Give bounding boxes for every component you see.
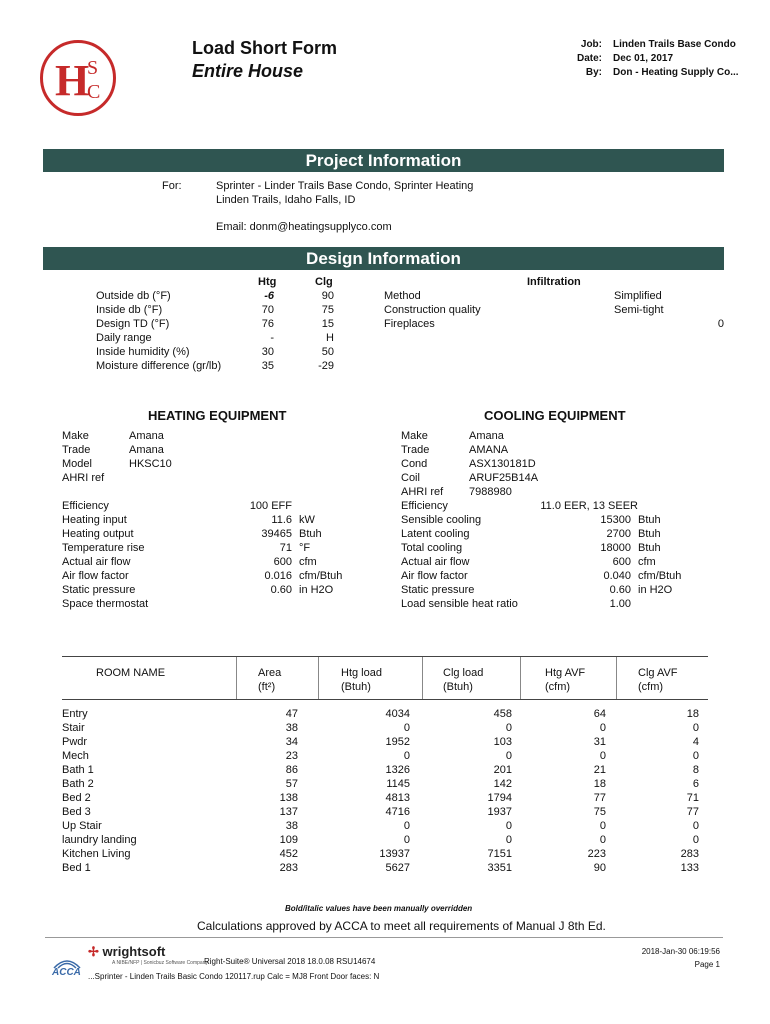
heating-perf-label: Air flow factor bbox=[62, 570, 129, 582]
heating-equipment-title: HEATING EQUIPMENT bbox=[148, 408, 287, 423]
room-value-cell: 109 bbox=[279, 834, 298, 846]
form-title: Load Short Form bbox=[192, 38, 337, 58]
room-value-cell: 0 bbox=[403, 722, 410, 734]
room-value-cell: 1952 bbox=[385, 736, 410, 748]
room-value-cell: 1794 bbox=[487, 792, 512, 804]
room-value-cell: 458 bbox=[493, 708, 512, 720]
room-value-cell: 23 bbox=[285, 750, 298, 762]
room-value-cell: 18 bbox=[686, 708, 699, 720]
room-table-header-unit: (cfm) bbox=[545, 681, 571, 693]
heating-info-label: Model bbox=[62, 458, 92, 470]
room-value-cell: 4813 bbox=[385, 792, 410, 804]
cooling-efficiency-value: 11.0 EER, 13 SEER bbox=[540, 500, 638, 512]
cooling-perf-unit: in H2O bbox=[638, 584, 673, 596]
room-value-cell: 0 bbox=[505, 820, 512, 832]
room-value-cell: 34 bbox=[285, 736, 298, 748]
design-row-label: Moisture difference (gr/lb) bbox=[96, 360, 222, 372]
cooling-perf-value: 2700 bbox=[606, 528, 631, 540]
heating-perf-label: Temperature rise bbox=[62, 542, 145, 554]
room-name-cell: Entry bbox=[62, 708, 88, 720]
design-row-htg: 35 bbox=[261, 360, 274, 372]
heating-perf-unit: °F bbox=[299, 542, 311, 554]
heating-perf-value: 0.016 bbox=[264, 570, 292, 582]
room-value-cell: 201 bbox=[493, 764, 512, 776]
design-row-label: Outside db (°F) bbox=[96, 290, 171, 302]
heating-perf-value: 600 bbox=[273, 556, 292, 568]
heating-perf-unit: cfm/Btuh bbox=[299, 570, 343, 582]
cooling-perf-unit: Btuh bbox=[638, 542, 661, 554]
cooling-perf-label: Static pressure bbox=[401, 584, 475, 596]
room-value-cell: 77 bbox=[686, 806, 699, 818]
room-name-cell: Bed 1 bbox=[62, 862, 91, 874]
job-label: Job: bbox=[580, 39, 602, 50]
cooling-perf-value: 600 bbox=[612, 556, 631, 568]
design-row-htg: - bbox=[270, 332, 274, 344]
design-row-label: Design TD (°F) bbox=[96, 318, 170, 330]
cooling-perf-value: 15300 bbox=[600, 514, 631, 526]
cooling-perf-value: 18000 bbox=[600, 542, 631, 554]
form-subtitle: Entire House bbox=[192, 61, 304, 81]
for-label: For: bbox=[162, 180, 182, 192]
cooling-info-label: AHRI ref bbox=[401, 486, 444, 498]
design-row-htg: 70 bbox=[261, 304, 274, 316]
design-row-label: Daily range bbox=[96, 332, 152, 344]
room-table-header-unit: (ft²) bbox=[258, 681, 276, 693]
cooling-perf-label: Air flow factor bbox=[401, 570, 468, 582]
room-value-cell: 77 bbox=[593, 792, 606, 804]
room-table-header: Htg load bbox=[341, 667, 382, 679]
infiltration-value: Simplified bbox=[614, 290, 662, 302]
room-name-cell: Up Stair bbox=[62, 820, 102, 832]
room-name-cell: Bath 2 bbox=[62, 778, 94, 790]
by-value: Don - Heating Supply Co... bbox=[613, 67, 739, 78]
col-divider bbox=[422, 657, 423, 699]
cooling-perf-label: Sensible cooling bbox=[401, 514, 482, 526]
room-table-header: Area bbox=[258, 667, 282, 679]
room-value-cell: 0 bbox=[692, 722, 699, 734]
room-value-cell: 57 bbox=[285, 778, 298, 790]
cooling-perf-unit: Btuh bbox=[638, 514, 661, 526]
room-table-header: Clg AVF bbox=[638, 667, 678, 679]
room-name-cell: Stair bbox=[62, 722, 85, 734]
logo-letter-c: C bbox=[87, 81, 101, 103]
footer-rule bbox=[45, 937, 723, 938]
room-value-cell: 0 bbox=[692, 820, 699, 832]
design-row-label: Inside humidity (%) bbox=[96, 346, 190, 358]
room-table-header-rule bbox=[62, 699, 708, 700]
heating-perf-value: 39465 bbox=[261, 528, 292, 540]
room-table-header-unit: (Btuh) bbox=[443, 681, 473, 693]
room-value-cell: 6 bbox=[692, 778, 699, 790]
room-value-cell: 71 bbox=[686, 792, 699, 804]
room-value-cell: 18 bbox=[593, 778, 606, 790]
room-value-cell: 283 bbox=[279, 862, 298, 874]
room-value-cell: 133 bbox=[680, 862, 699, 874]
room-value-cell: 142 bbox=[493, 778, 512, 790]
heating-perf-label: Actual air flow bbox=[62, 556, 131, 568]
room-value-cell: 0 bbox=[599, 750, 606, 762]
room-name-cell: Pwdr bbox=[62, 736, 88, 748]
room-value-cell: 0 bbox=[599, 820, 606, 832]
cooling-info-label: Make bbox=[401, 430, 428, 442]
cooling-perf-label: Load sensible heat ratio bbox=[401, 598, 518, 610]
room-value-cell: 4034 bbox=[385, 708, 410, 720]
heating-perf-label: Space thermostat bbox=[62, 598, 149, 610]
logo-letter-h: H bbox=[55, 56, 90, 105]
col-divider bbox=[236, 657, 237, 699]
wrightsoft-mark-icon: ✢ bbox=[88, 944, 99, 959]
project-line-2: Linden Trails, Idaho Falls, ID bbox=[216, 194, 356, 206]
cooling-info-label: Trade bbox=[401, 444, 430, 456]
clg-header: Clg bbox=[315, 276, 333, 288]
room-value-cell: 0 bbox=[505, 834, 512, 846]
room-name-cell: Bath 1 bbox=[62, 764, 94, 776]
infiltration-value: Semi-tight bbox=[614, 304, 664, 316]
room-value-cell: 0 bbox=[403, 750, 410, 762]
cooling-info-value: AMANA bbox=[469, 444, 509, 456]
room-value-cell: 452 bbox=[279, 848, 298, 860]
heating-perf-value: 100 EFF bbox=[249, 500, 292, 512]
wrightsoft-sub: A NIBE/NFP | Sonicbuz Software Company bbox=[112, 960, 208, 966]
room-value-cell: 38 bbox=[285, 820, 298, 832]
cooling-perf-unit: cfm/Btuh bbox=[638, 570, 682, 582]
room-value-cell: 13937 bbox=[379, 848, 410, 860]
design-row-clg: 15 bbox=[321, 318, 334, 330]
heating-perf-unit: in H2O bbox=[299, 584, 334, 596]
room-table-top-rule bbox=[62, 656, 708, 657]
room-value-cell: 8 bbox=[692, 764, 699, 776]
room-value-cell: 38 bbox=[285, 722, 298, 734]
cooling-perf-label: Latent cooling bbox=[401, 528, 470, 540]
timestamp: 2018-Jan-30 06:19:56 bbox=[641, 947, 720, 956]
room-value-cell: 0 bbox=[599, 834, 606, 846]
design-row-clg: 50 bbox=[321, 346, 334, 358]
col-divider bbox=[318, 657, 319, 699]
date-value: Dec 01, 2017 bbox=[613, 53, 674, 64]
col-divider bbox=[520, 657, 521, 699]
heating-info-label: Make bbox=[62, 430, 89, 442]
heating-perf-unit: kW bbox=[299, 514, 315, 526]
heating-perf-label: Static pressure bbox=[62, 584, 136, 596]
infiltration-label: Fireplaces bbox=[384, 318, 435, 330]
design-row-label: Inside db (°F) bbox=[96, 304, 163, 316]
heating-perf-value: 71 bbox=[279, 542, 292, 554]
heating-info-label: Trade bbox=[62, 444, 91, 456]
heating-perf-value: 0.60 bbox=[270, 584, 292, 596]
room-value-cell: 64 bbox=[593, 708, 606, 720]
cooling-info-value: 7988980 bbox=[469, 486, 512, 498]
room-name-cell: Bed 2 bbox=[62, 792, 91, 804]
room-value-cell: 1326 bbox=[385, 764, 410, 776]
heating-info-value: HKSC10 bbox=[129, 458, 172, 470]
infiltration-label: Method bbox=[384, 290, 421, 302]
cooling-efficiency-label: Efficiency bbox=[401, 500, 448, 512]
cooling-info-value: ARUF25B14A bbox=[469, 472, 539, 484]
design-row-clg: 75 bbox=[321, 304, 334, 316]
date-label: Date: bbox=[576, 53, 602, 64]
htg-header: Htg bbox=[258, 276, 277, 288]
software-version: Right-Suite® Universal 2018 18.0.08 RSU14674 bbox=[204, 957, 376, 966]
hsc-logo bbox=[40, 40, 116, 116]
cooling-perf-value: 0.60 bbox=[609, 584, 631, 596]
room-value-cell: 223 bbox=[587, 848, 606, 860]
room-value-cell: 47 bbox=[285, 708, 298, 720]
room-name-cell: Bed 3 bbox=[62, 806, 91, 818]
cooling-perf-label: Actual air flow bbox=[401, 556, 470, 568]
cooling-info-value: ASX130181D bbox=[469, 458, 536, 470]
col-divider bbox=[616, 657, 617, 699]
room-table-header: Clg load bbox=[443, 667, 484, 679]
room-value-cell: 4716 bbox=[385, 806, 410, 818]
cooling-info-label: Cond bbox=[401, 458, 428, 470]
room-value-cell: 0 bbox=[403, 834, 410, 846]
heating-perf-unit: Btuh bbox=[299, 528, 322, 540]
heating-perf-value: 11.6 bbox=[271, 514, 292, 526]
room-value-cell: 103 bbox=[493, 736, 512, 748]
design-row-htg: 30 bbox=[261, 346, 274, 358]
room-value-cell: 5627 bbox=[385, 862, 410, 874]
design-row-htg: -6 bbox=[264, 290, 274, 302]
room-name-cell: laundry landing bbox=[62, 834, 137, 846]
room-table-header-unit: (Btuh) bbox=[341, 681, 371, 693]
wrightsoft-brand: wrightsoft bbox=[102, 944, 166, 959]
override-note: Bold/italic values have been manually overridden bbox=[285, 904, 473, 913]
project-information-band: Project Information bbox=[43, 149, 724, 172]
room-value-cell: 4 bbox=[692, 736, 699, 748]
room-value-cell: 3351 bbox=[487, 862, 512, 874]
design-row-clg: -29 bbox=[318, 360, 334, 372]
heating-perf-label: Efficiency bbox=[62, 500, 109, 512]
heating-info-label: AHRI ref bbox=[62, 472, 105, 484]
acca-statement: Calculations approved by ACCA to meet all requirements of Manual J 8th Ed. bbox=[197, 919, 606, 933]
heating-info-value: Amana bbox=[129, 430, 164, 442]
room-value-cell: 0 bbox=[692, 750, 699, 762]
room-value-cell: 0 bbox=[403, 820, 410, 832]
room-value-cell: 21 bbox=[593, 764, 606, 776]
room-value-cell: 137 bbox=[279, 806, 298, 818]
cooling-perf-unit: cfm bbox=[638, 556, 656, 568]
room-value-cell: 31 bbox=[593, 736, 606, 748]
room-value-cell: 0 bbox=[505, 750, 512, 762]
heating-perf-unit: cfm bbox=[299, 556, 317, 568]
room-value-cell: 0 bbox=[599, 722, 606, 734]
room-table-header-unit: (cfm) bbox=[638, 681, 664, 693]
cooling-perf-value: 0.040 bbox=[603, 570, 631, 582]
room-name-cell: Kitchen Living bbox=[62, 848, 131, 860]
project-line-1: Sprinter - Linder Trails Base Condo, Sprinter Heating bbox=[216, 180, 474, 192]
room-value-cell: 0 bbox=[692, 834, 699, 846]
cooling-perf-label: Total cooling bbox=[401, 542, 463, 554]
room-name-cell: Mech bbox=[62, 750, 89, 762]
infiltration-label: Construction quality bbox=[384, 304, 481, 316]
room-value-cell: 1937 bbox=[487, 806, 512, 818]
room-value-cell: 138 bbox=[279, 792, 298, 804]
cooling-perf-value: 1.00 bbox=[609, 598, 631, 610]
page-number: Page 1 bbox=[694, 960, 720, 969]
heating-info-value: Amana bbox=[129, 444, 164, 456]
infiltration-header: Infiltration bbox=[527, 276, 581, 288]
cooling-info-label: Coil bbox=[401, 472, 420, 484]
wrightsoft-logo bbox=[88, 944, 165, 960]
infiltration-value: 0 bbox=[717, 318, 724, 330]
design-information-band: Design Information bbox=[43, 247, 724, 270]
cooling-info-value: Amana bbox=[469, 430, 504, 442]
room-value-cell: 86 bbox=[285, 764, 298, 776]
room-table-header: Htg AVF bbox=[545, 667, 586, 679]
room-value-cell: 1145 bbox=[386, 778, 410, 790]
heating-perf-label: Heating output bbox=[62, 528, 134, 540]
heating-perf-label: Heating input bbox=[62, 514, 127, 526]
room-value-cell: 7151 bbox=[487, 848, 512, 860]
project-email: Email: donm@heatingsupplyco.com bbox=[216, 221, 392, 233]
room-value-cell: 283 bbox=[680, 848, 699, 860]
job-value: Linden Trails Base Condo bbox=[613, 39, 736, 50]
room-value-cell: 75 bbox=[593, 806, 606, 818]
design-row-htg: 76 bbox=[261, 318, 274, 330]
cooling-perf-unit: Btuh bbox=[638, 528, 661, 540]
acca-logo bbox=[50, 956, 84, 978]
acca-logo-text: ACCA bbox=[52, 967, 81, 978]
room-table-header: ROOM NAME bbox=[96, 667, 166, 679]
room-value-cell: 90 bbox=[593, 862, 606, 874]
design-row-clg: H bbox=[326, 332, 334, 344]
logo-letter-s: S bbox=[87, 57, 99, 79]
cooling-equipment-title: COOLING EQUIPMENT bbox=[484, 408, 626, 423]
by-label: By: bbox=[585, 67, 602, 78]
design-row-clg: 90 bbox=[321, 290, 334, 302]
file-path: ...Sprinter - Linden Trails Basic Condo 120117.rup Calc = MJ8 Front Door faces: N bbox=[88, 972, 380, 981]
room-value-cell: 0 bbox=[505, 722, 512, 734]
